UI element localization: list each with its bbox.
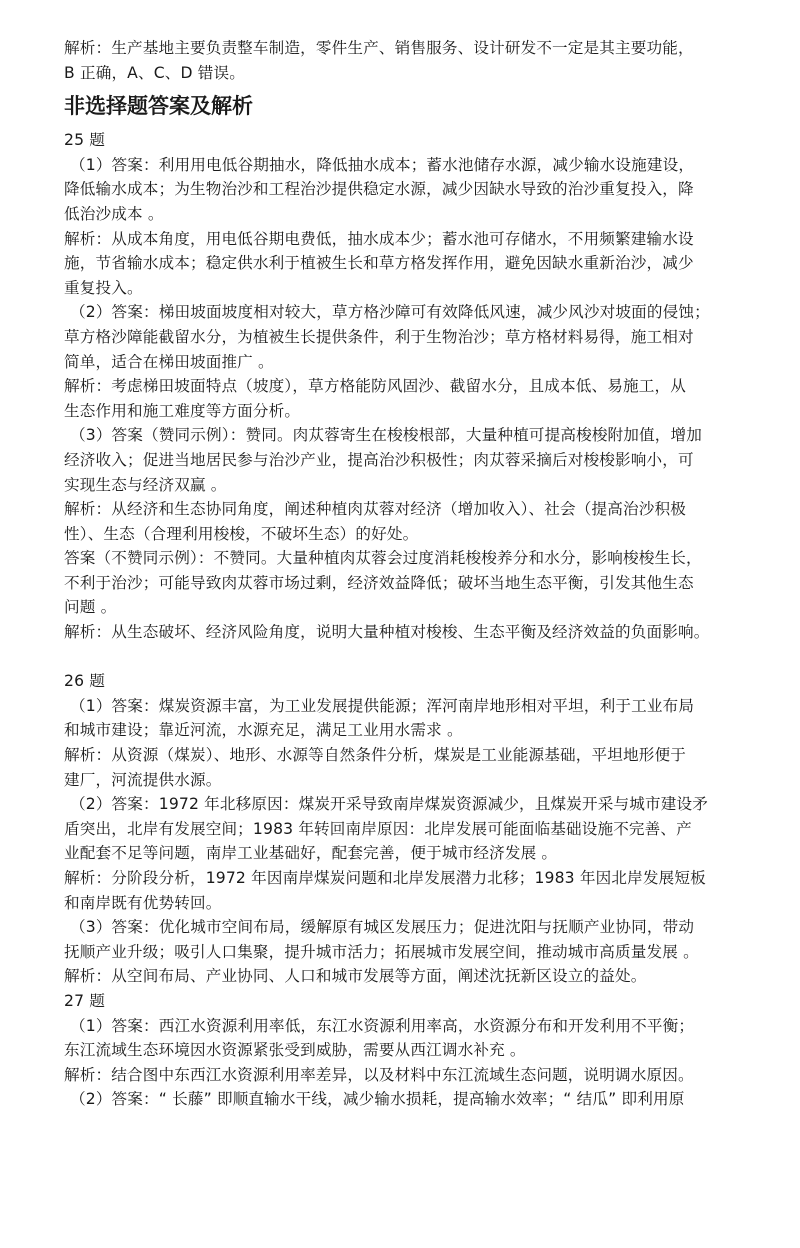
analysis-line: 重复投入。 [64, 278, 143, 297]
analysis-line: 解析：分阶段分析，1972 年因南岸煤炭问题和北岸发展潜力北移；1983 年因北岸发展短板 [64, 869, 706, 887]
analysis-line: 和南岸既有优势转回。 [64, 893, 222, 912]
answer-line: 经济收入；促进当地居民参与治沙产业，提高治沙积极性；肉苁蓉采摘后对梭梭影响小，可 [64, 450, 694, 469]
previous-analysis [64, 36, 760, 85]
question-25 [64, 128, 760, 644]
analysis-line: 施，节省输水成本；稳定供水利于植被生长和草方格发挥作用，避免因缺水重新治沙，减少 [64, 254, 694, 273]
analysis-line: 建厂，河流提供水源。 [64, 770, 222, 789]
answer-line: 草方格沙障能截留水分，为植被生长提供条件，利于生物治沙；草方格材料易得，施工相对 [64, 327, 694, 346]
answer-line: （2）答案：梯田坡面坡度相对较大，草方格沙障可有效降低风速，减少风沙对坡面的侵蚀； [70, 303, 710, 322]
document-page [64, 36, 760, 1112]
answer-line: 简单，适合在梯田坡面推广 。 [64, 352, 274, 371]
analysis-line: 解析：从资源（煤炭）、地形、水源等自然条件分析，煤炭是工业能源基础，平坦地形便于 [64, 746, 686, 765]
answer-line: （1）答案：西江水资源利用率低，东江水资源利用率高，水资源分布和开发利用不平衡； [70, 1016, 695, 1035]
answer-line: 降低输水成本；为生物治沙和工程治沙提供稳定水源，减少因缺水导致的治沙重复投入，降 [64, 180, 694, 199]
question-title: 25 题 [64, 131, 105, 150]
answer-line: 实现生态与经济双赢 。 [64, 475, 227, 494]
answer-line: （2）答案：1972 年北移原因：煤炭开采导致南岸煤炭资源减少，且煤炭开采与城市建设矛 [70, 795, 708, 814]
answer-line: 东江流域生态环境因水资源紧张受到威胁，需要从西江调水补充 。 [64, 1041, 526, 1060]
answer-line: （1）答案：煤炭资源丰富，为工业发展提供能源；浑河南岸地形相对平坦，利于工业布局 [70, 696, 695, 715]
analysis-line: 解析：结合图中东西江水资源利用率差异，以及材料中东江流域生态问题，说明调水原因。 [64, 1065, 694, 1084]
question-27 [64, 989, 760, 1112]
analysis-line: 解析：生产基地主要负责整车制造，零件生产、销售服务、设计研发不一定是其主要功能， [64, 39, 694, 57]
analysis-line: 解析：从成本角度，用电低谷期电费低，抽水成本少；蓄水池可存储水，不用频繁建输水设 [64, 229, 694, 248]
answer-line: 答案（不赞同示例）：不赞同。大量种植肉苁蓉会过度消耗梭梭养分和水分，影响梭梭生长， [64, 549, 702, 568]
question-title: 27 题 [64, 991, 105, 1010]
answer-line: 抚顺产业升级；吸引人口集聚，提升城市活力；拓展城市发展空间，推动城市高质量发展 。 [64, 942, 699, 961]
answer-line: 和城市建设；靠近河流，水源充足，满足工业用水需求 。 [64, 721, 463, 740]
answer-line: （1）答案：利用用电低谷期抽水，降低抽水成本；蓄水池储存水源，减少输水设施建设， [70, 155, 695, 174]
answer-line: 问题 。 [64, 598, 117, 617]
question-26 [64, 669, 760, 989]
analysis-line: 解析：考虑梯田坡面特点（坡度），草方格能防风固沙、截留水分，且成本低、易施工，从 [64, 377, 686, 396]
answer-line: （3）答案（赞同示例）：赞同。肉苁蓉寄生在梭梭根部，大量种植可提高梭梭附加值，增加 [70, 426, 703, 445]
analysis-line: B 正确，A、C、D 错误。 [64, 63, 246, 82]
analysis-line: 生态作用和施工难度等方面分析。 [64, 401, 301, 420]
answer-line: 盾突出，北岸有发展空间；1983 年转回南岸原因：北岸发展可能面临基础设施不完善、产 [64, 819, 692, 838]
analysis-line: 解析：从经济和生态协同角度，阐述种植肉苁蓉对经济（增加收入）、社会（提高治沙积极 [64, 500, 686, 519]
analysis-line: 解析：从生态破坏、经济风险角度，说明大量种植对梭梭、生态平衡及经济效益的负面影响。 [64, 623, 710, 642]
question-title: 26 题 [64, 672, 105, 691]
spacer [64, 645, 760, 670]
answer-line: （2）答案：“ 长藤” 即顺直输水干线，减少输水损耗，提高输水效率；“ 结瓜” 即利用原 [70, 1090, 685, 1109]
answer-line: 不利于治沙；可能导致肉苁蓉市场过剩，经济效益降低；破坏当地生态平衡，引发其他生态 [64, 573, 694, 592]
analysis-line: 性）、生态（合理利用梭梭，不破坏生态）的好处。 [64, 524, 419, 543]
analysis-line: 解析：从空间布局、产业协同、人口和城市发展等方面，阐述沈抚新区设立的益处。 [64, 967, 647, 986]
answer-line: 业配套不足等问题，南岸工业基础好，配套完善，便于城市经济发展 。 [64, 844, 558, 863]
answer-line: 低治沙成本 。 [64, 204, 164, 223]
answer-line: （3）答案：优化城市空间布局，缓解原有城区发展压力；促进沈阳与抚顺产业协同，带动 [70, 918, 695, 937]
section-heading: 非选择题答案及解析 [64, 94, 253, 119]
